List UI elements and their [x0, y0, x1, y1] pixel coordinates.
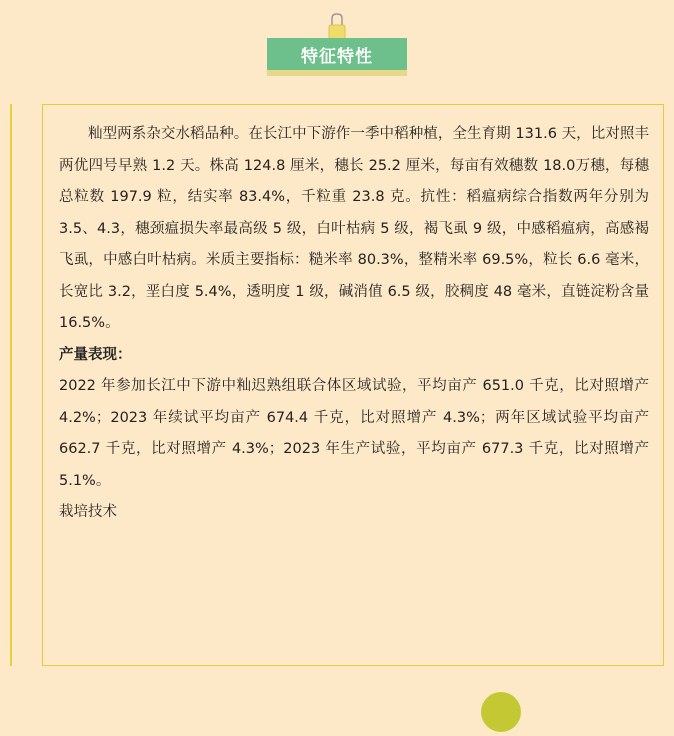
section-title: 特征特性 — [267, 38, 407, 70]
content-body — [59, 119, 649, 529]
yield-text: 2022 年参加长江中下游中籼迟熟组联合体区域试验，平均亩产 651.0 千克，比对照增产 4.2%；2023 年续试平均亩产 674.4 千克，比对照增产 4.3%；两年区域试验平均亩产 662.7 千克，比对照增产 4.3%；2023 年生产试验，平均亩产 677.3 千克，比对照增产5.1%。 — [59, 378, 649, 489]
yield-heading: 产量表现： — [59, 346, 132, 363]
variety-description: 籼型两系杂交水稻品种。在长江中下游作一季中稻种植，全生育期 131.6 天，比对照丰两优四号早熟 1.2 天。株高 124.8 厘米，穗长 25.2 厘米，每亩有效穗数 18.0万穗，每穗总粒数 197.9 粒，结实率 83.4%，千粒重 23.8 克。抗性：稻瘟病综合指数两年分别为 3.5、4.3，穗颈瘟损失率最高级 5 级，白叶枯病 5 级，褐飞虱 9 级，中感稻瘟病，高感褐飞虱，中感白叶枯病。米质主要指标：糙米率 80.3%，整精米率 69.5%，粒长 6.6 毫米，长宽比 3.2，垩白度 5.4%，透明度 1 级，碱消值 6.5 级，胶稠度 48 毫米，直链淀粉含量 16.5%。 — [59, 126, 649, 331]
cultivation-heading: 栽培技术 — [59, 504, 117, 520]
section-title-tab — [267, 38, 407, 76]
left-accent-rule — [10, 104, 12, 666]
content-panel — [42, 104, 664, 666]
decorative-dot — [481, 692, 521, 732]
